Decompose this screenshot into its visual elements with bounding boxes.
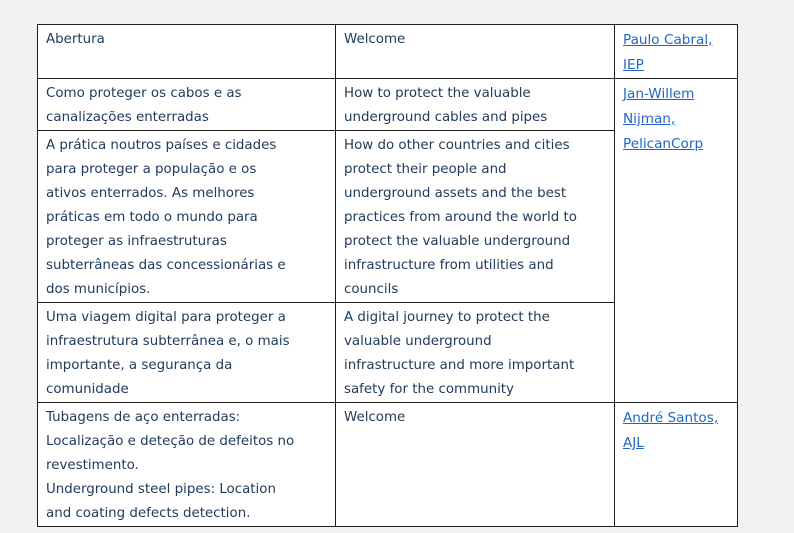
portuguese-cell: Como proteger os cabos e as canalizações enterradas: [38, 79, 336, 131]
agenda-table: [37, 24, 738, 527]
english-cell: Welcome: [336, 403, 615, 527]
portuguese-cell: Uma viagem digital para proteger a infraestrutura subterrânea e, o mais importante, a segurança da comunidade: [38, 303, 336, 403]
portuguese-cell: Tubagens de aço enterradas: Localização e deteção de defeitos no revestimento. Underground steel pipes: Location and coating defects detection.: [38, 403, 336, 527]
english-cell: How do other countries and cities protect their people and underground assets and the best practices from around the world to protect the valuable underground infrastructure from utilities and councils: [336, 131, 615, 303]
english-cell: Welcome: [336, 25, 615, 79]
speaker-link-jan-willem-nijman[interactable]: Jan-Willem Nijman, PelicanCorp: [623, 86, 704, 152]
speaker-cell: [615, 403, 738, 527]
speaker-link-andre-santos[interactable]: André Santos, AJL: [623, 410, 719, 451]
english-cell: How to protect the valuable underground cables and pipes: [336, 79, 615, 131]
speaker-cell: [615, 25, 738, 79]
table-row: [38, 25, 738, 79]
table-row: [38, 403, 738, 527]
speaker-link-paulo-cabral[interactable]: Paulo Cabral, IEP: [623, 32, 713, 73]
portuguese-cell: A prática noutros países e cidades para proteger a população e os ativos enterrados. As melhores práticas em todo o mundo para proteger as infraestruturas subterrâneas das concessionárias e dos municípios.: [38, 131, 336, 303]
english-cell: A digital journey to protect the valuable underground infrastructure and more important safety for the community: [336, 303, 615, 403]
table-row: [38, 79, 738, 131]
portuguese-cell: Abertura: [38, 25, 336, 79]
speaker-cell: [615, 79, 738, 403]
